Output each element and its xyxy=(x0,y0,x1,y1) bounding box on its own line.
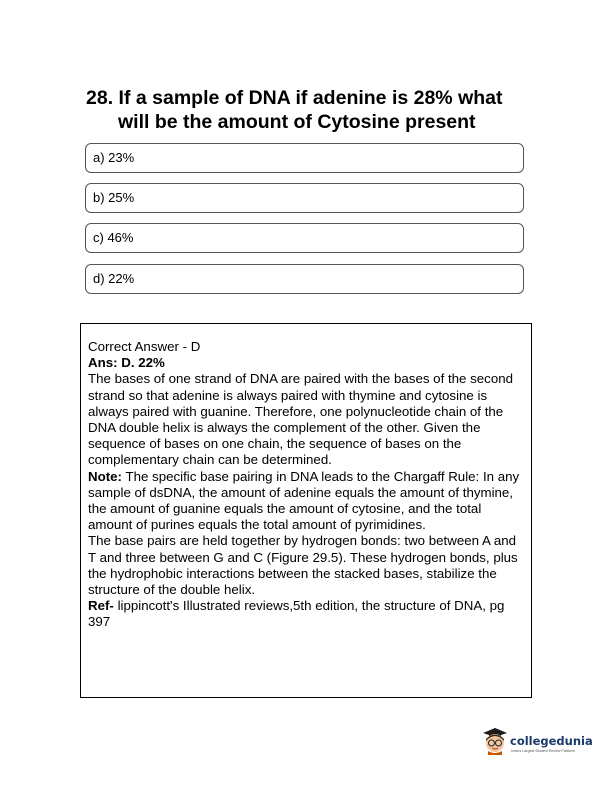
option-c[interactable]: c) 46% xyxy=(85,223,524,253)
explanation-paragraph-1: The bases of one strand of DNA are paired with the bases of the second strand so that adenine is always paired with thymine and cytosine is always paired with guanine. Therefore, one polynucleotide chain of the DNA double helix is always the complement of the other. Given the sequence of bases on one chain, the sequence of bases on the complementary chain can be determined. xyxy=(88,371,514,468)
note-text: The specific base pairing in DNA leads to the Chargaff Rule: In any sample of dsDNA, the amount of adenine equals the amount of thymine, the amount of guanine equals the amount of cytosine, and the total amount of purines equals the total amount of pyrimidines. xyxy=(88,468,520,533)
question-text xyxy=(80,86,540,134)
ref-text: lippincott's Illustrated reviews,5th edition, the structure of DNA, pg 397 xyxy=(88,598,505,630)
correct-answer-line: Correct Answer - D xyxy=(88,339,201,354)
answer-label: Ans: D. 22% xyxy=(88,355,165,371)
question-line-1-text: If a sample of DNA if adenine is 28% what xyxy=(118,87,503,109)
option-b[interactable]: b) 25% xyxy=(85,183,524,213)
option-d[interactable]: d) 22% xyxy=(85,264,524,294)
note-paragraph xyxy=(88,469,523,534)
explanation-paragraph-2: The base pairs are held together by hydrogen bonds: two between A and T and three between G and C (Figure 29.5). These hydrogen bonds, plus the hydrophobic interactions between the stacked bases, stabilize the structure of the double helix. xyxy=(88,533,518,598)
question-line-2: will be the amount of Cytosine present xyxy=(118,111,476,133)
logo-tagline: India's Largest Student Review Platform xyxy=(511,749,575,753)
option-a[interactable]: a) 23% xyxy=(85,143,524,173)
logo-name: collegedunia xyxy=(510,734,593,748)
reference-paragraph xyxy=(88,598,523,630)
question-number: 28. xyxy=(86,87,114,109)
ref-label: Ref- xyxy=(88,598,114,614)
question-line-1 xyxy=(86,86,540,110)
graduate-mascot-icon xyxy=(482,727,508,755)
collegedunia-logo[interactable] xyxy=(478,727,593,767)
note-label: Note: xyxy=(88,468,122,484)
answer-explanation-box xyxy=(80,323,532,698)
